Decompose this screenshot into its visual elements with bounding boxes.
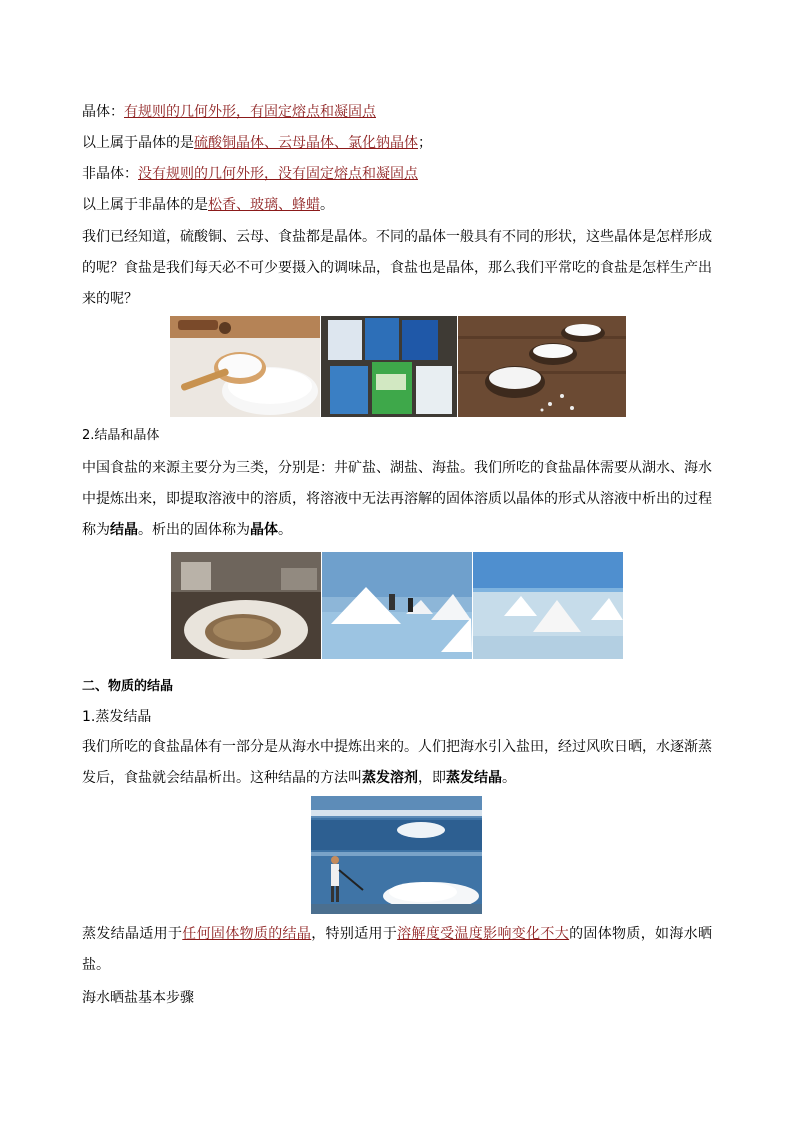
crystal-answer: 有规则的几何外形，有固定熔点和凝固点 <box>124 104 376 120</box>
noncrystal-answer: 没有规则的几何外形，没有固定熔点和凝固点 <box>138 166 418 182</box>
noncrystal-examples <box>82 195 334 215</box>
evaporation-text-3: 。 <box>502 770 516 786</box>
salt-steps-heading: 海水晒盐基本步骤 <box>82 990 194 1006</box>
section-2-heading: 2.结晶和晶体 <box>82 428 160 443</box>
chapter-2-heading: 二、物质的结晶 <box>82 679 174 694</box>
applicability-answer-1: 任何固体物质的结晶 <box>182 926 312 942</box>
applicability-text-2: ，特别适用于 <box>311 926 398 942</box>
noncrystal-examples-answer: 松香、玻璃、蜂蜡 <box>208 197 320 213</box>
section-2-paragraph <box>82 453 712 546</box>
evaporation-paragraph <box>82 732 712 794</box>
evaporation-text-2: ，即 <box>418 770 446 786</box>
section-2-text-1: 中国食盐的来源主要分为三类，分别是：井矿盐、湖盐、海盐。我们所吃的食盐晶体需要从湖水、海水中提炼出来，即提取溶液中的溶质，将溶液中无法再溶解的固体溶质以晶体的形式从溶液中析出的过程称为 <box>82 460 712 538</box>
term-crystal: 晶体 <box>250 522 278 538</box>
applicability-answer-2: 溶解度受温度影响变化不大 <box>397 926 570 942</box>
salt-production-photos <box>171 552 623 659</box>
noncrystal-examples-prefix: 以上属于非晶体的是 <box>82 197 208 213</box>
section-2-text-2: 。析出的固体称为 <box>138 522 250 538</box>
crystal-examples-suffix: ； <box>418 135 432 151</box>
evaporation-text-1: 我们所吃的食盐晶体有一部分是从海水中提炼出来的。人们把海水引入盐田，经过风吹日晒，水逐渐蒸发后，食盐就会结晶析出。这种结晶的方法叫 <box>82 739 712 786</box>
noncrystal-examples-suffix: 。 <box>320 197 334 213</box>
section-2-text-3: 。 <box>278 522 292 538</box>
crystal-label: 晶体： <box>82 104 124 120</box>
term-crystallization: 结晶 <box>110 522 138 538</box>
noncrystal-definition <box>82 164 418 184</box>
crystal-definition <box>82 102 376 122</box>
intro-paragraph: 我们已经知道，硫酸铜、云母、食盐都是晶体。不同的晶体一般具有不同的形状，这些晶体是怎样形成的呢？食盐是我们每天必不可少要摄入的调味品，食盐也是晶体，那么我们平常吃的食盐是怎样生产出来的呢？ <box>82 229 712 307</box>
table-salt-photos <box>170 316 626 417</box>
term-evaporate-solvent: 蒸发溶剂 <box>362 770 418 786</box>
salt-pan-worker-photo <box>311 796 482 914</box>
crystal-examples-answer: 硫酸铜晶体、云母晶体、氯化钠晶体 <box>194 135 418 151</box>
evaporation-subheading: 1.蒸发结晶 <box>82 709 152 725</box>
applicability-text-3: 的固体物质，如海水晒盐。 <box>82 926 713 973</box>
applicability-text-1: 蒸发结晶适用于 <box>82 926 183 942</box>
evaporation-applicability <box>82 919 712 981</box>
noncrystal-label: 非晶体： <box>82 166 138 182</box>
crystal-examples <box>82 133 432 153</box>
term-evaporation-crystallization: 蒸发结晶 <box>446 770 502 786</box>
crystal-examples-prefix: 以上属于晶体的是 <box>82 135 194 151</box>
